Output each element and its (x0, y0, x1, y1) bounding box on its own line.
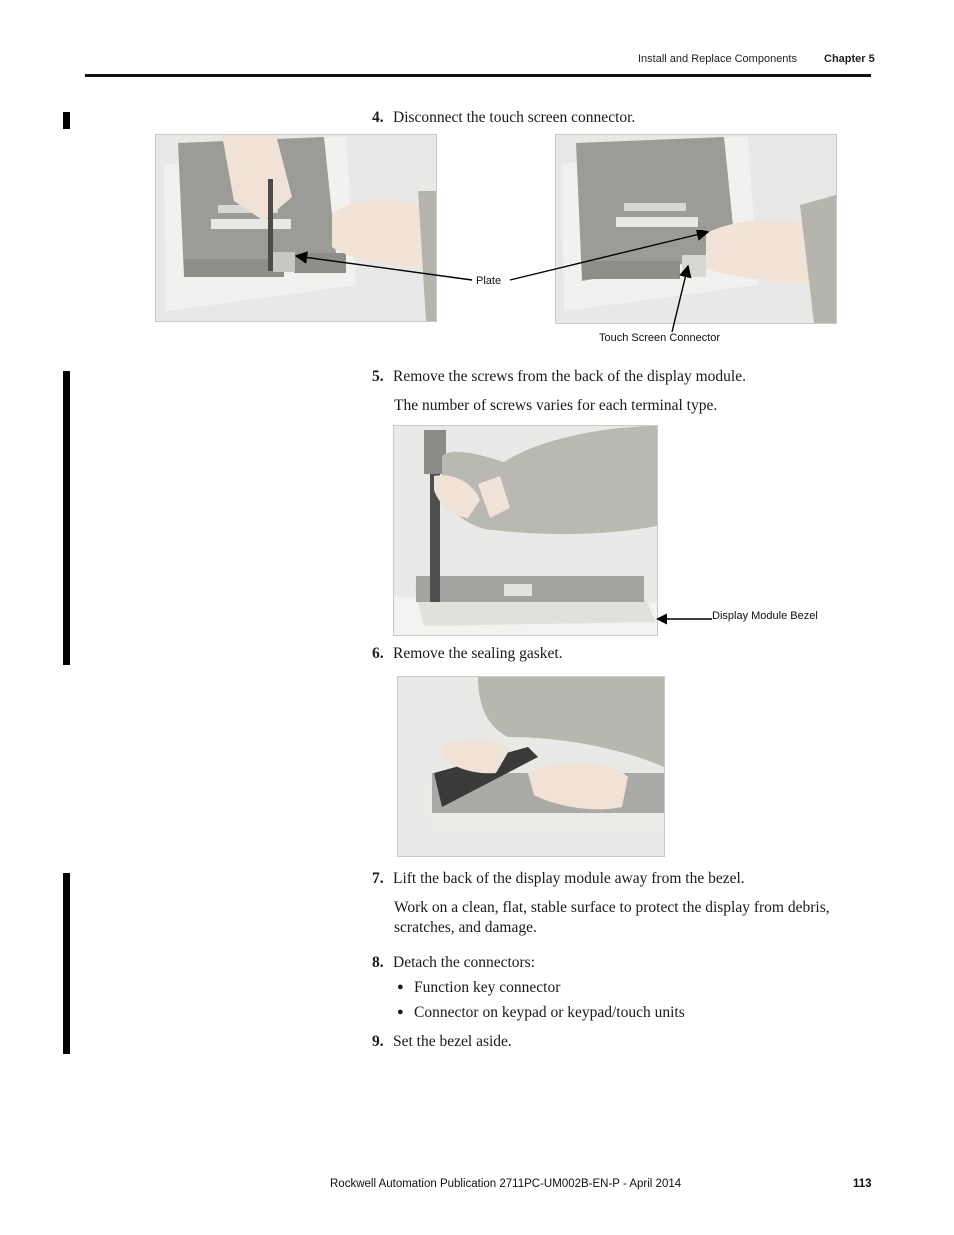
header-rule (85, 74, 871, 77)
step-number: 8. (372, 954, 384, 971)
change-bar (63, 112, 70, 129)
step-7 (372, 870, 745, 888)
note-line: scratches, and damage. (394, 919, 537, 936)
bullet-icon: ● (397, 1006, 404, 1018)
photo-remove-gasket (397, 676, 665, 857)
callout-plate: Plate (476, 275, 502, 287)
step-text: Lift the back of the display module away from the bezel. (393, 870, 745, 887)
step-6 (372, 645, 563, 663)
note-line: Work on a clean, flat, stable surface to protect the display from debris, (394, 899, 830, 916)
step-8 (372, 954, 535, 972)
change-bar (63, 873, 70, 1054)
bullet-text: Function key connector (414, 979, 561, 996)
step-text: Set the bezel aside. (393, 1033, 512, 1050)
step-text: Disconnect the touch screen connector. (393, 109, 636, 126)
running-header-chapter: Chapter 5 (824, 53, 875, 65)
photo-remove-screws (393, 425, 658, 636)
change-bar (63, 371, 70, 665)
step-4 (372, 109, 635, 127)
step-5-note: The number of screws varies for each terminal type. (394, 397, 718, 414)
running-header-section: Install and Replace Components (638, 53, 797, 65)
step-number: 9. (372, 1033, 384, 1050)
step-7-note (394, 898, 830, 938)
callout-arrow-bezel (656, 612, 714, 626)
callout-touch-screen-connector: Touch Screen Connector (599, 332, 721, 344)
step-text: Detach the connectors: (393, 954, 536, 971)
step-number: 4. (372, 109, 384, 126)
bullet-icon: ● (397, 981, 404, 993)
step-number: 5. (372, 368, 384, 385)
bullet-item (397, 979, 560, 997)
callout-display-module-bezel: Display Module Bezel (712, 610, 818, 622)
footer-publication: Rockwell Automation Publication 2711PC-UM002B-EN-P - April 2014 (330, 1178, 682, 1190)
bullet-item (397, 1004, 685, 1022)
step-9 (372, 1033, 512, 1051)
step-number: 6. (372, 645, 384, 662)
step-5 (372, 368, 746, 386)
bullet-text: Connector on keypad or keypad/touch units (414, 1004, 685, 1021)
page-number: 113 (853, 1178, 872, 1190)
step-text: Remove the screws from the back of the display module. (393, 368, 746, 385)
step-number: 7. (372, 870, 384, 887)
step-text: Remove the sealing gasket. (393, 645, 563, 662)
